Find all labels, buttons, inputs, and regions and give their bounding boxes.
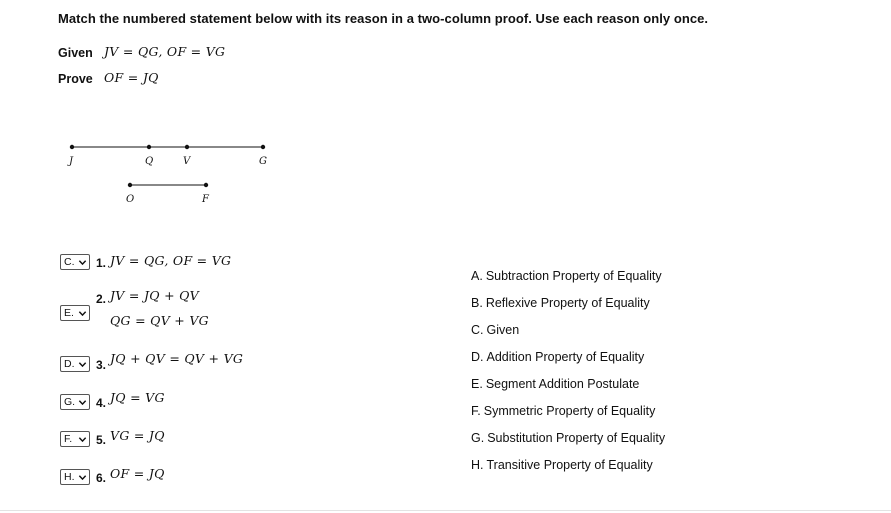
chevron-down-icon	[78, 360, 87, 369]
reason-f	[471, 404, 655, 418]
step-2-selected: E.	[64, 307, 74, 319]
reason-h	[471, 458, 653, 472]
reason-letter: F.	[471, 404, 481, 418]
label-g: G	[259, 156, 267, 167]
reason-text: Symmetric Property of Equality	[483, 404, 656, 418]
reason-text: Subtraction Property of Equality	[485, 269, 662, 283]
step-1-reason-select[interactable]	[60, 254, 90, 270]
label-f: F	[202, 194, 209, 205]
step-2-number: 2.	[96, 292, 107, 306]
reason-letter: G.	[471, 431, 485, 445]
reason-letter: E.	[471, 377, 483, 391]
label-v: V	[183, 156, 191, 167]
reason-d	[471, 350, 644, 364]
label-j: J	[69, 156, 74, 167]
given-statement: JV = QG, OF = VG	[104, 44, 226, 59]
step-2-statement-line-2: QG = QV + VG	[110, 313, 209, 328]
reason-text: Reflexive Property of Equality	[485, 296, 650, 310]
reason-text: Segment Addition Postulate	[485, 377, 640, 391]
reason-text: Transitive Property of Equality	[486, 458, 653, 472]
prove-statement: OF = JQ	[104, 70, 159, 85]
step-1-selected: C.	[64, 256, 75, 268]
step-6-reason-select[interactable]	[60, 469, 90, 485]
step-5-selected: F.	[64, 433, 73, 445]
reason-c	[471, 323, 519, 337]
reason-letter: D.	[471, 350, 484, 364]
step-3-reason-select[interactable]	[60, 356, 90, 372]
chevron-down-icon	[78, 258, 87, 267]
step-3-statement: JQ + QV = QV + VG	[110, 351, 244, 366]
step-4-number: 4.	[96, 396, 107, 410]
chevron-down-icon	[78, 309, 87, 318]
step-1-number: 1.	[96, 256, 107, 270]
point-q	[147, 145, 151, 149]
label-o: O	[126, 194, 135, 205]
label-q: Q	[145, 156, 154, 167]
reason-letter: H.	[471, 458, 484, 472]
reason-g	[471, 431, 665, 445]
chevron-down-icon	[78, 473, 87, 482]
chevron-down-icon	[78, 398, 87, 407]
segment-diagram	[0, 0, 300, 210]
step-4-reason-select[interactable]	[60, 394, 90, 410]
reason-text: Substitution Property of Equality	[487, 431, 666, 445]
step-2-statement-line-1: JV = JQ + QV	[110, 288, 200, 303]
step-3-number: 3.	[96, 358, 107, 372]
reason-b	[471, 296, 650, 310]
step-6-number: 6.	[96, 471, 107, 485]
step-4-selected: G.	[64, 396, 76, 408]
step-3-selected: D.	[64, 358, 75, 370]
reason-letter: C.	[471, 323, 484, 337]
reason-text: Given	[486, 323, 520, 337]
given-label: Given	[58, 46, 93, 60]
step-1-statement: JV = QG, OF = VG	[110, 253, 232, 268]
bottom-divider	[0, 510, 891, 511]
step-6-selected: H.	[64, 471, 75, 483]
point-j	[70, 145, 74, 149]
chevron-down-icon	[78, 435, 87, 444]
reason-letter: A.	[471, 269, 483, 283]
step-6-statement: OF = JQ	[110, 466, 165, 481]
step-4-statement: JQ = VG	[110, 390, 165, 405]
reason-e	[471, 377, 639, 391]
reason-text: Addition Property of Equality	[486, 350, 645, 364]
step-5-reason-select[interactable]	[60, 431, 90, 447]
reason-a	[471, 269, 662, 283]
instructions-text: Match the numbered statement below with its reason in a two-column proof. Use each reason only once.	[58, 11, 709, 26]
prove-label: Prove	[58, 72, 93, 86]
point-g	[261, 145, 265, 149]
point-v	[185, 145, 189, 149]
point-o	[128, 183, 132, 187]
reason-letter: B.	[471, 296, 483, 310]
point-f	[204, 183, 208, 187]
step-5-statement: VG = JQ	[110, 428, 165, 443]
step-2-reason-select[interactable]	[60, 305, 90, 321]
step-5-number: 5.	[96, 433, 107, 447]
